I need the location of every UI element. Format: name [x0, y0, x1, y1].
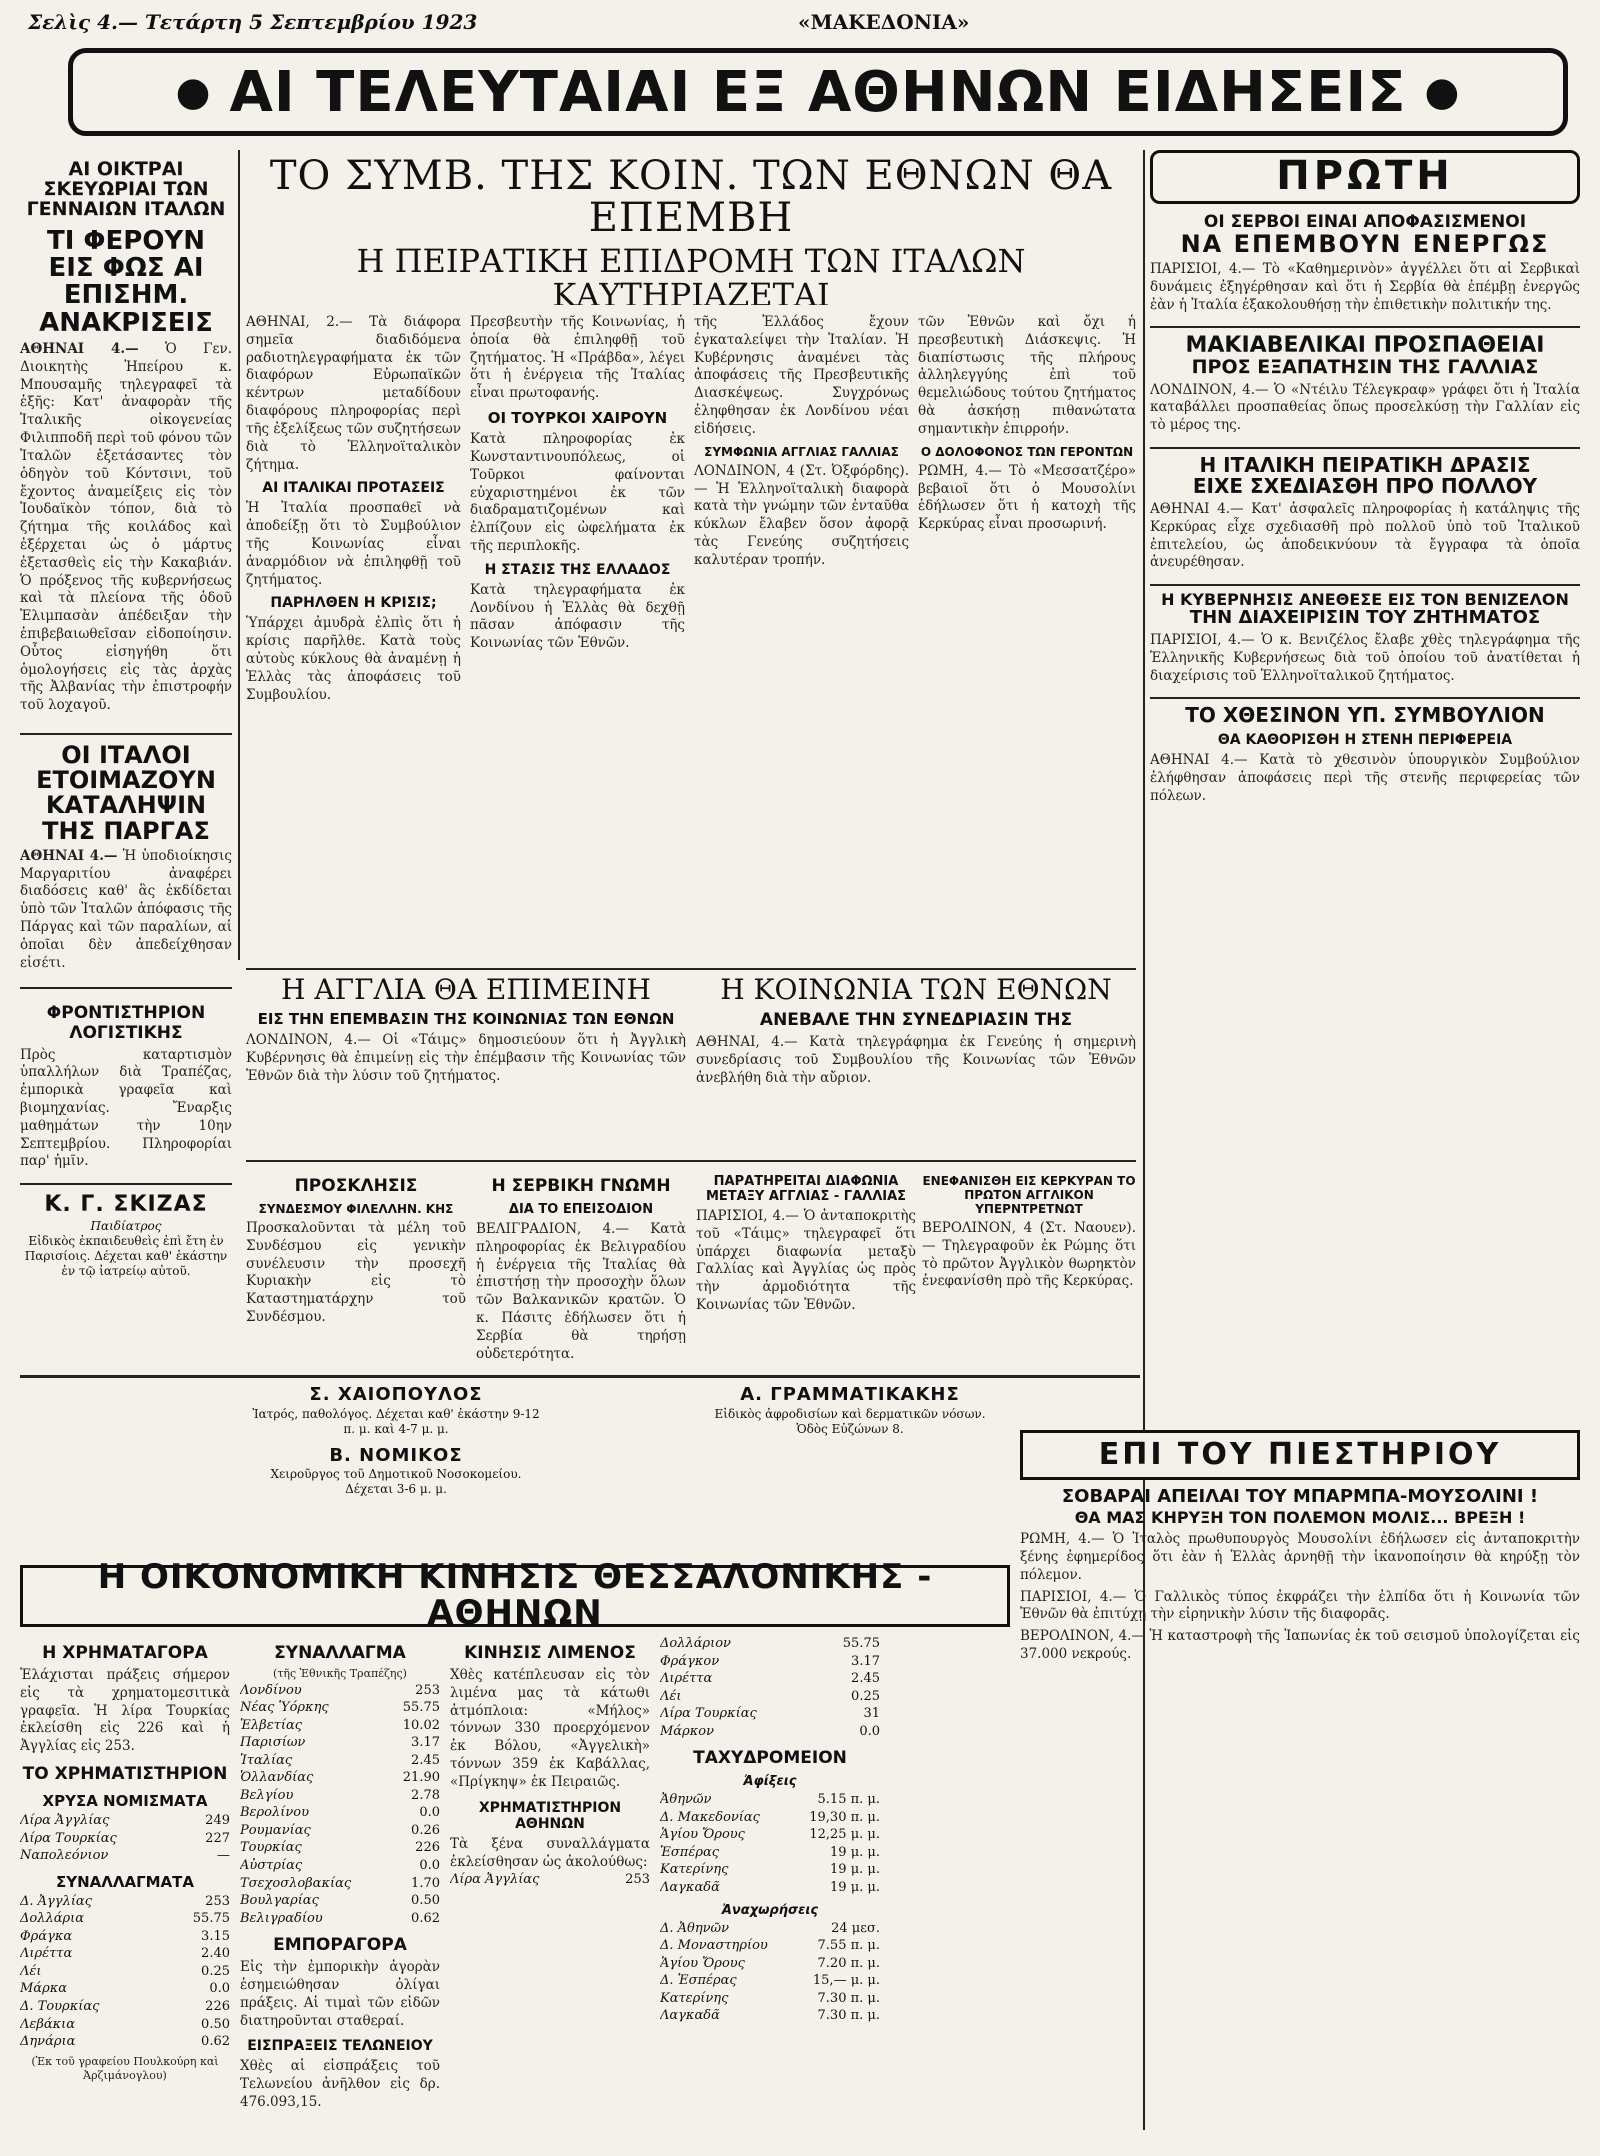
- proti-box: [1150, 150, 1580, 204]
- rate-row: [660, 1955, 880, 1973]
- article-headline: ΤΙ ΦΕΡΟΥΝ ΕΙΣ ΦΩΣ ΑΙ ΕΠΙΣΗΜ. ΑΝΑΚΡΙΣΕΙΣ: [39, 225, 213, 338]
- notice-headline: ΠΡΟΣΚΛΗΣΙΣ: [294, 1176, 418, 1196]
- rate-row: [20, 1998, 230, 2016]
- rate-row: [660, 1826, 880, 1844]
- rate-row: [240, 1804, 440, 1822]
- rate-label: Ἀθηνῶν: [660, 1792, 712, 1808]
- rate-label: Κατερίνης: [660, 1862, 729, 1878]
- article-body: Κατὰ τηλεγραφήματα ἐκ Λονδίνου ἡ Ἑλλὰς θὰ δεχθῇ πᾶσαν ἀπόφασιν τῆς Κοινωνίας τῶν Ἐθνῶν.: [470, 581, 685, 652]
- section-rule: [20, 1375, 1140, 1378]
- article-headline: ΟΙ ΙΤΑΛΟΙ ΕΤΟΙΜΑΖΟΥΝ ΚΑΤΑΛΗΨΙΝ ΤΗΣ ΠΑΡΓΑΣ: [20, 733, 232, 844]
- article-body: ΛΟΝΔΙΝΟΝ, 4.— Οἱ «Τάιμς» δημοσιεύουν ὅτι ἡ Ἀγγλικὴ Κυβέρνησις θὰ ἐπιμείνῃ εἰς τὴν ἐπέμβασιν τῆς Κοινωνίας τῶν Ἐθνῶν διὰ τὴν λύσιν τοῦ ζητήματος.: [246, 1032, 686, 1085]
- article-body: ΛΟΝΔΙΝΟΝ, 4 (Στ. Ὀξφόρδης).— Ἡ Ἑλληνοϊταλικὴ διαφορὰ κατὰ τὴν γνώμην τῶν ἐνταῦθα κύκλων ἔλαβεν ὅσον ἀφορᾷ τὰς Γενεύης συζητήσεις καλυτέραν τροπήν.: [694, 462, 909, 568]
- center-col-1: [246, 310, 461, 960]
- rate-row: [240, 1734, 440, 1752]
- rate-row: [240, 1717, 440, 1735]
- article-headline: ΠΡΟΣ ΕΞΑΠΑΤΗΣΙΝ ΤΗΣ ΓΑΛΛΙΑΣ: [1191, 355, 1539, 378]
- rate-row: [240, 1822, 440, 1840]
- rate-value: 2.45: [851, 1671, 880, 1687]
- article-body: Ἡ ὑποδιοίκησις Μαργαριτίου ἀναφέρει διαδόσεις καθ' ἃς ἐκδίδεται ὑπὸ τῶν Ἰταλῶν ἀπόφασις τῆς Πάργας καὶ τῶν παραλίων, αἱ ὁποῖαι δὲν ἀπεδείχθησαν εἰσέτι.: [20, 847, 232, 971]
- article-body: Πρεσβευτὴν τῆς Κοινωνίας, ἡ ὁποία θὰ ἐπιληφθῇ τοῦ ζητήματος. Ἡ «Πράβδα», λέγει ὅτι ἡ ἐνέργεια τῆς Ἰταλίας εἶναι πρωτοφανής.: [470, 314, 685, 402]
- rate-row: [660, 1723, 880, 1741]
- article-headline: ΟΙ ΣΕΡΒΟΙ ΕΙΝΑΙ ΑΠΟΦΑΣΙΣΜΕΝΟΙ: [1203, 212, 1527, 232]
- school-ad: [20, 987, 232, 1172]
- rate-value: 253: [205, 1893, 230, 1909]
- rate-row: [660, 1920, 880, 1938]
- rate-label: Λονδίνου: [240, 1682, 302, 1698]
- rate-label: Λιρέττα: [660, 1671, 713, 1687]
- doctor-ad: [246, 1384, 546, 1437]
- ad-name: Κ. Γ. ΣΚΙΖΑΣ: [44, 1192, 208, 1218]
- center-col-3: [694, 310, 909, 960]
- rate-label: Βελγίου: [240, 1787, 294, 1803]
- rate-row: [660, 1861, 880, 1879]
- article-body: ΑΘΗΝΑΙ 4.— Κατὰ τὸ χθεσινὸν ὑπουργικὸν Συμβούλιον ἐλήφθησαν ἀποφάσεις περὶ τῆς στενῆς περιφερείας τῶν πόλεων.: [1150, 752, 1580, 804]
- rate-row: [20, 2033, 230, 2051]
- article-body: Τὰ ξένα συναλλάγματα ἐκλείσθησαν ὡς ἀκολούθως:: [450, 1835, 650, 1870]
- section-headline: ΕΙΣΠΡΑΞΕΙΣ ΤΕΛΩΝΕΙΟΥ: [247, 2038, 433, 2055]
- article-body: Ἡ Ἰταλία προσπαθεῖ νὰ ἀποδείξῃ ὅτι τὸ Συμβούλιον τῆς Κοινωνίας εἶναι ἀναρμόδιον νὰ ἐπιληφθῇ τοῦ ζητήματος.: [246, 500, 461, 588]
- article-body: ΠΑΡΙΣΙΟΙ, 4.— Ὁ ἀνταποκριτὴς τοῦ «Τάιμς» τηλεγραφεῖ ὅτι ὑπάρχει διαφωνία μεταξὺ Γαλλίας καὶ Ἀγγλίας ὡς πρὸς τὴν ἁρμοδιότητα τῆς Κοινωνίας τῶν Ἐθνῶν.: [696, 1208, 916, 1314]
- article-body: ΛΟΝΔΙΝΟΝ, 4.— Ὁ «Ντέιλυ Τέλεγκραφ» γράφει ὅτι ἡ Ἰταλία καταβάλλει προσπαθείας ὅπως προσελκύσῃ τὴν Γαλλίαν εἰς τὸ μέρος της.: [1150, 381, 1580, 434]
- rate-value: 15,— μ. μ.: [812, 1973, 880, 1989]
- section-headline: Η ΧΡΗΜΑΤΑΓΟΡΑ: [42, 1643, 208, 1663]
- england-article: [246, 975, 686, 1155]
- article-headline: Η ΣΕΡΒΙΚΗ ΓΝΩΜΗ: [491, 1176, 671, 1196]
- disagreement-article: [696, 1168, 916, 1368]
- rate-value: 0.50: [411, 1893, 440, 1909]
- rate-value: 5.15 π. μ.: [817, 1792, 880, 1808]
- section-subhead: Ἀναχωρήσεις: [721, 1902, 819, 1918]
- ad-body: Πρὸς καταρτισμὸν ὑπαλλήλων διὰ Τραπέζας, ἐμπορικὰ γραφεῖα καὶ βιομηχανίας. Ἔναρξις μαθημάτων τὴν 10ην Σεπτεμβρίου. Πληροφορίαι παρ' ἡμῖν.: [20, 1046, 232, 1170]
- article-headline: Η ΚΟΙΝΩΝΙΑ ΤΩΝ ΕΘΝΩΝ: [720, 975, 1112, 1006]
- corfu-article: [922, 1168, 1136, 1368]
- ad-headline: ΦΡΟΝΤΙΣΤΗΡΙΟΝ ΛΟΓΙΣΤΙΚΗΣ: [46, 1002, 206, 1043]
- section-subhead: ΧΡΥΣΑ ΝΟΜΙΣΜΑΤΑ: [42, 1792, 208, 1811]
- rate-value: 1.70: [411, 1875, 440, 1891]
- rate-row: [660, 1688, 880, 1706]
- rate-row: [240, 1682, 440, 1700]
- rate-label: Λεβάκια: [20, 2016, 76, 2032]
- rate-label: Φράγκα: [20, 1928, 73, 1944]
- article-body: τῆς Ἑλλάδος ἔχουν ἐγκαταλείψει τὴν Ἰταλίαν. Ἡ Κυβέρνησις ἀναμένει τὰς ἀποφάσεις τῆς Πρεσβευτικῆς Διασκέψεως. Συγχρόνως ἐληφθησαν ἐκ Λονδίνου νέαι εἰδήσεις.: [694, 314, 909, 437]
- rate-value: 55.75: [192, 1911, 230, 1927]
- rate-label: Δ. Μακεδονίας: [660, 1809, 760, 1825]
- article-body: ΠΑΡΙΣΙΟΙ, 4.— Ὁ κ. Βενιζέλος ἔλαβε χθὲς τηλεγράφημα τῆς Ἑλληνικῆς Κυβερνήσεως διὰ τοῦ ὁποίου τοῦ ἀνατίθεται ἡ διαχείρισις τοῦ Ἑλληνοϊταλικοῦ ζητήματος.: [1150, 631, 1580, 684]
- notice-subhead: ΣΥΝΔΕΣΜΟΥ ΦΙΛΕΛΛΗΝ. ΚΗΣ: [258, 1202, 454, 1216]
- article-body: Κατὰ πληροφορίας ἐκ Κωνσταντινουπόλεως, οἱ Τοῦρκοι φαίνονται εὐχαριστημένοι ἐκ τῶν διαδραματιζομένων καὶ ἐλπίζουν εἰς ὠφελήματα ἐκ τῆς περιπλοκῆς.: [470, 431, 685, 554]
- rate-value: 7.30 π. μ.: [817, 1990, 880, 2006]
- rate-label: Τσεχοσλοβακίας: [240, 1875, 352, 1891]
- rate-row: [660, 2007, 880, 2025]
- rate-label: Βουλγαρίας: [240, 1893, 319, 1909]
- rate-label: Ρουμανίας: [240, 1822, 311, 1838]
- article-body: ΒΕΛΙΓΡΑΔΙΟΝ, 4.— Κατὰ πληροφορίας ἐκ Βελιγραδίου ἡ ἐνέργεια τῆς Ἰταλίας θὰ ἐπιστήσῃ τὴν προσοχὴν ὅλων τῶν Βαλκανικῶν κρατῶν. Ὁ κ. Πάσιτς ἐδήλωσεν ὅτι ἡ Σερβία θὰ τηρήσῃ οὐδετερότητα.: [476, 1221, 686, 1362]
- rate-label: Λίρα Ἀγγλίας: [450, 1872, 540, 1888]
- rate-label: Ἁγίου Ὄρους: [660, 1955, 745, 1971]
- finance-col-2: [240, 1635, 440, 2145]
- article-headline: ΠΑΡΑΤΗΡΕΙΤΑΙ ΔΙΑΦΩΝΙΑ ΜΕΤΑΞΥ ΑΓΓΛΙΑΣ - ΓΑΛΛΙΑΣ: [705, 1174, 907, 1204]
- rate-value: 19 μ. μ.: [830, 1862, 880, 1878]
- rate-value: 55.75: [842, 1636, 880, 1651]
- rate-label: Ναπολεόνιον: [20, 1848, 109, 1864]
- rate-value: —: [217, 1848, 230, 1864]
- bank-rates-list: [240, 1682, 440, 1928]
- rate-value: 227: [205, 1830, 230, 1846]
- article-body: Ἐλάχισται πράξεις σήμερον εἰς τὰ χρηματομεσιτικὰ γραφεῖα. Ἡ λίρα Τουρκίας ἐκλείσθη εἰς 226 καὶ ἡ Ἀγγλίας εἰς 253.: [20, 1667, 230, 1755]
- finance-banner: [20, 1557, 1010, 1633]
- coins-list: [20, 1812, 230, 1865]
- article-headline: ΑΙ ΟΙΚΤΡΑΙ ΣΚΕΥΩΡΙΑΙ ΤΩΝ ΓΕΝΝΑΙΩΝ ΙΤΑΛΩΝ: [26, 160, 226, 220]
- rate-value: 0.25: [851, 1688, 880, 1704]
- rate-label: Λέι: [660, 1688, 682, 1704]
- article-body: ΑΘΗΝΑΙ, 4.— Κατὰ τηλεγράφημα ἐκ Γενεύης ἡ σημερινὴ συνεδρίασις τοῦ Συμβουλίου τῆς Κοινωνίας τῶν Ἐθνῶν ἀνεβλήθη διὰ τὴν αὔριον.: [696, 1034, 1136, 1087]
- rate-value: 0.0: [419, 1857, 440, 1873]
- rate-value: 31: [863, 1706, 880, 1722]
- dateline: ΑΘΗΝΑΙ 4.—: [20, 341, 139, 357]
- rate-row: [20, 1893, 230, 1911]
- rate-row: [20, 1928, 230, 1946]
- rate-label: Λίρα Τουρκίας: [660, 1706, 757, 1722]
- rate-value: 21.90: [402, 1770, 440, 1786]
- center-col-2: [470, 310, 685, 960]
- section-headline: ΕΠΙ ΤΟΥ ΠΙΕΣΤΗΡΙΟΥ: [1098, 1437, 1502, 1472]
- rate-value: 7.55 π. μ.: [817, 1938, 880, 1954]
- article-headline: ΣΟΒΑΡΑΙ ΑΠΕΙΛΑΙ ΤΟΥ ΜΠΑΡΜΠΑ-ΜΟΥΣΟΛΙΝΙ !: [1061, 1485, 1539, 1507]
- finance-banner-title: Η ΟΙΚΟΝΟΜΙΚΗ ΚΙΝΗΣΙΣ ΘΕΣΣΑΛΟΝΙΚΗΣ - ΑΘΗΝΩΝ: [97, 1557, 933, 1633]
- notice-body: Προσκαλοῦνται τὰ μέλη τοῦ Συνδέσμου εἰς γενικὴν συνέλευσιν τὴν προσεχῆ Κυριακὴν εἰς τὸ Καταστηματάρχην τοῦ Συνδέσμου.: [246, 1220, 466, 1326]
- rate-row: [660, 1879, 880, 1897]
- article-body: τῶν Ἐθνῶν καὶ ὄχι ἡ πρεσβευτικὴ Διάσκεψις. Ἡ διαπίστωσις τῆς πλήρους ἀλληλεγγύης ἐπὶ τοῦ θεμελιώδους τούτου ζητήματος θὰ ἀσκήσῃ πιθανώτατα σημαντικὴν ἐπιρροήν.: [918, 314, 1136, 437]
- serbian-article: [476, 1168, 686, 1368]
- article-body: ΡΩΜΗ, 4.— Ὁ Ἰταλὸς πρωθυπουργὸς Μουσολίνι ἐδήλωσεν εἰς ἀνταποκριτὴν ξένης ἐφημερίδος ὅτι ἐὰν ἡ Ἑλλὰς ἀρνηθῇ τὴν ἱκανοποίησιν θὰ κηρύξῃ τὸν πόλεμον.: [1020, 1531, 1580, 1583]
- left-column: [20, 160, 232, 1360]
- article-body: Ὑπάρχει ἀμυδρὰ ἐλπὶς ὅτι ἡ κρίσις παρῆλθε. Κατὰ τοὺς αὐτοὺς κύκλους θὰ ἀναμένῃ ἡ Ἑλλὰς τὰς ἀποφάσεις τοῦ Συμβουλίου.: [246, 615, 461, 703]
- page-date-line: Σελὶς 4.— Τετάρτη 5 Σεπτεμβρίου 1923: [28, 10, 478, 34]
- ad-body: Εἰδικὸς ἐκπαιδευθεὶς ἐπὶ ἔτη ἐν Παρισίοις. Δέχεται καθ' ἑκάστην ἐν τῷ ἰατρείῳ αὐτοῦ.: [24, 1233, 228, 1278]
- rate-label: Δ. Μοναστηρίου: [660, 1938, 768, 1954]
- section-rule: [246, 1160, 1136, 1162]
- rate-row: [20, 1945, 230, 1963]
- lead-headline: ΤΟ ΣΥΜΒ. ΤΗΣ ΚΟΙΝ. ΤΩΝ ΕΘΝΩΝ ΘΑ ΕΠΕΜΒΗ: [269, 155, 1113, 241]
- column-rule: [238, 150, 240, 960]
- banner-title: ΑΙ ΤΕΛΕΥΤΑΙΑΙ ΕΞ ΑΘΗΝΩΝ ΕΙΔΗΣΕΙΣ: [229, 59, 1407, 125]
- rate-label: Λαγκαδᾶ: [660, 2008, 720, 2024]
- doctor-ad: [700, 1384, 1000, 1437]
- rate-value: 3.17: [411, 1735, 440, 1751]
- rate-value: 249: [205, 1813, 230, 1829]
- rate-label: Αὐστρίας: [240, 1857, 303, 1873]
- article-body: ΡΩΜΗ, 4.— Τὸ «Μεσσατζέρο» βεβαιοῖ ὅτι ὁ Μουσολίνι ἐδήλωσεν ὅτι ἡ κατοχὴ τῆς Κερκύρας εἶναι προσωρινή.: [918, 462, 1136, 533]
- rate-row: [240, 1857, 440, 1875]
- rate-label: Νέας Ὑόρκης: [240, 1700, 329, 1716]
- rate-label: Δολλάριον: [660, 1636, 731, 1651]
- rate-value: 0.26: [411, 1822, 440, 1838]
- section-rule: [246, 968, 1136, 970]
- rate-row: [240, 1892, 440, 1910]
- rate-label: Βελιγραδίου: [240, 1910, 323, 1926]
- section-subhead: Ἀφίξεις: [743, 1774, 797, 1790]
- article-headline: ΝΑ ΕΠΕΜΒΟΥΝ ΕΝΕΡΓΩΣ: [1180, 229, 1550, 258]
- rate-row: [20, 2016, 230, 2034]
- rate-value: 24 μεσ.: [831, 1920, 880, 1936]
- rate-label: Ἑσπέρας: [660, 1844, 720, 1860]
- rate-row: [20, 1910, 230, 1928]
- rate-label: Μάρκα: [20, 1981, 68, 1997]
- ad-body: Χειροῦργος τοῦ Δημοτικοῦ Νοσοκομείου. Δέχεται 3-6 μ. μ.: [270, 1467, 522, 1496]
- article-body: Ὁ Γεν. Διοικητὴς Ἠπείρου κ. Μπουσαμῆς τηλεγραφεῖ τὰ ἑξῆς: Κατ' ἀναφορὰν τῆς Ἱταλικῆς οἰκογενείας Φιλιπποδῆ περὶ τοῦ φόνου τῶν Ἰταλῶν ἐξετάσαντες τὸν ὁδηγὸν τοῦ Κόντσινι, τοῦ ἔχοντος ἀναμείξεις εἰς τὸν Ἰουδαϊκὸν τόπον, διὰ τὸ ζήτημα τῆς κοιλάδος καὶ ἐξέρχεται ὡς ὁ μάρτυς ἐξετασθεὶς εἰς τὴν Κακαβιάν. Ὁ πρόξενος τῆς κυβερνήσεως καὶ τὰ πλείονα τῆς ὁδοῦ Ἐλιμπασὰν ἀπέδειξαν τὴν ἐπιβεβαιωθεῖσαν εἰδοποίησιν. Οὗτος εἰσηγήθη ὅτι ὁμολογήσεις εἰς τὰς ἀρχὰς τῆς Ἀλβανίας τὴν ἐπιστροφήν τοῦ λοχαγοῦ.: [20, 341, 232, 714]
- rate-value: 19,30 π. μ.: [809, 1809, 880, 1825]
- rate-value: 7.20 π. μ.: [817, 1955, 880, 1971]
- section-subhead: ΠΑΡΗΛΘΕΝ Η ΚΡΙΣΙΣ;: [270, 595, 437, 612]
- rate-row: [240, 1699, 440, 1717]
- article-subheadline: ΑΝΕΒΑΛΕ ΤΗΝ ΣΥΝΕΔΡΙΑΣΙΝ ΤΗΣ: [759, 1010, 1073, 1031]
- rate-value: 0.0: [209, 1981, 230, 1997]
- article-subheadline: ΔΙΑ ΤΟ ΕΠΕΙΣΟΔΙΟΝ: [508, 1202, 654, 1217]
- rate-row: [20, 1812, 230, 1830]
- article-subheadline: ΘΑ ΚΑΘΟΡΙΣΘΗ Η ΣΤΕΝΗ ΠΕΡΙΦΕΡΕΙΑ: [1217, 732, 1513, 749]
- rate-row: [660, 1653, 880, 1671]
- rate-value: 19 μ. μ.: [830, 1880, 880, 1896]
- section-subhead: ΟΙ ΤΟΥΡΚΟΙ ΧΑΙΡΟΥΝ: [487, 409, 668, 428]
- rate-label: Δολλάρια: [20, 1911, 84, 1927]
- article-headline: ΤΟ ΧΘΕΣΙΝΟΝ ΥΠ. ΣΥΜΒΟΥΛΙΟΝ: [1150, 697, 1580, 726]
- article-headline: ΜΑΚΙΑΒΕΛΙΚΑΙ ΠΡΟΣΠΑΘΕΙΑΙ: [1150, 326, 1580, 357]
- rate-row: [660, 1635, 880, 1653]
- rate-label: Φράγκον: [660, 1653, 720, 1669]
- rate-value: 253: [625, 1872, 650, 1888]
- rate-value: 226: [205, 1998, 230, 2014]
- rate-value: 12,25 μ. μ.: [809, 1827, 880, 1843]
- rate-label: Βερολίνου: [240, 1805, 309, 1821]
- lead-subheadline: Η ΠΕΙΡΑΤΙΚΗ ΕΠΙΔΡΟΜΗ ΤΩΝ ΙΤΑΛΩΝ ΚΑΥΤΗΡΙΑΖΕΤΑΙ: [356, 242, 1026, 305]
- rate-label: Δηνάρια: [20, 2034, 76, 2050]
- rate-label: Κατερίνης: [660, 1990, 729, 2006]
- rate-value: 55.75: [402, 1700, 440, 1716]
- rate-row: [660, 1990, 880, 2008]
- doctor-ad: [246, 1445, 546, 1498]
- athens-rates-list: [660, 1635, 880, 1740]
- article-body: Εἰς τὴν ἐμπορικὴν ἀγορὰν ἐσημειώθησαν ὀλίγαι πράξεις. Αἱ τιμαὶ τῶν εἰδῶν διατηροῦνται σταθεραί.: [240, 1959, 440, 2029]
- rate-value: 0.25: [201, 1963, 230, 1979]
- rate-row: [240, 1787, 440, 1805]
- rate-row: [660, 1844, 880, 1862]
- section-subhead: ΑΙ ΙΤΑΛΙΚΑΙ ΠΡΟΤΑΣΕΙΣ: [262, 480, 445, 497]
- piestiriou-section: [1020, 1430, 1580, 2130]
- rate-label: Ἑλβετίας: [240, 1717, 303, 1733]
- section-subhead: (τῆς Ἐθνικῆς Τραπέζης): [273, 1667, 407, 1680]
- rate-label: Ἁγίου Ὄρους: [660, 1827, 745, 1843]
- arrivals-list: [660, 1791, 880, 1896]
- rate-row: [240, 1839, 440, 1857]
- finance-col-3: [450, 1635, 650, 2145]
- article-headline: Η ΙΤΑΛΙΚΗ ΠΕΙΡΑΤΙΚΗ ΔΡΑΣΙΣ: [1150, 447, 1580, 476]
- departures-list: [660, 1920, 880, 2025]
- fx-list: [20, 1893, 230, 2051]
- section-headline: ΕΜΠΟΡΑΓΟΡΑ: [273, 1935, 407, 1956]
- rate-row: [660, 1670, 880, 1688]
- rate-value: 0.50: [201, 2016, 230, 2032]
- rate-value: 0.62: [201, 2034, 230, 2050]
- ad-name: Σ. ΧΑΙΟΠΟΥΛΟΣ: [309, 1384, 483, 1405]
- rate-row: [660, 1937, 880, 1955]
- rate-row: [240, 1875, 440, 1893]
- medical-ads: [246, 1380, 546, 1550]
- rate-label: Δ. Τουρκίας: [20, 1998, 100, 2014]
- rate-label: Δ. Ἑσπέρας: [660, 1973, 737, 1989]
- ad-name: Α. ΓΡΑΜΜΑΤΙΚΑΚΗΣ: [740, 1384, 960, 1405]
- article-body: ΠΑΡΙΣΙΟΙ, 4.— Τὸ «Καθημερινὸν» ἀγγέλλει ὅτι αἱ Σερβικαὶ δυνάμεις ἐξηγέρθησαν καὶ ὅτι ἡ Σερβία θὰ ἐπέμβῃ ἐνεργῶς ἐὰν ἡ Ἰταλία ἐξακολουθήσῃ τὴν ἐπιθετικὴν πολιτικήν της.: [1150, 261, 1580, 313]
- rate-value: 7.30 π. μ.: [817, 2008, 880, 2024]
- rate-value: 0.62: [411, 1910, 440, 1926]
- article-body: ΒΕΡΟΛΙΝΟΝ, 4.— Ἡ καταστροφὴ τῆς Ἰαπωνίας ἐκ τοῦ σεισμοῦ ὑπολογίζεται εἰς 37.000 νεκρούς.: [1020, 1628, 1580, 1663]
- source-note: (Ἐκ τοῦ γραφείου Πουλκούρη καὶ Ἀρζιμάνογλου): [31, 2054, 219, 2083]
- notices-column: [246, 1168, 466, 1368]
- banner-ornament-right: ●: [1424, 69, 1461, 115]
- article-headline: ΕΝΕΦΑΝΙΣΘΗ ΕΙΣ ΚΕΡΚΥΡΑΝ ΤΟ ΠΡΩΤΟΝ ΑΓΓΛΙΚΟΝ ΥΠΕΡΝΤΡΕΤΝΩΤ: [922, 1174, 1136, 1216]
- section-subhead: Ο ΔΟΛΟΦΟΝΟΣ ΤΩΝ ΓΕΡΟΝΤΩΝ: [920, 444, 1134, 459]
- article-headline: ΤΗΝ ΔΙΑΧΕΙΡΙΣΙΝ ΤΟΥ ΖΗΤΗΜΑΤΟΣ: [1189, 606, 1541, 628]
- rate-row: [240, 1769, 440, 1787]
- league-article: [696, 975, 1136, 1155]
- rate-value: 3.15: [201, 1928, 230, 1944]
- finance-col-1: [20, 1635, 230, 2145]
- ad-body: Εἰδικὸς ἀφροδισίων καὶ δερματικῶν νόσων. Ὁδὸς Εὐζώνων 8.: [714, 1406, 986, 1436]
- masthead: [28, 10, 1572, 38]
- rate-label: Ὁλλανδίας: [240, 1770, 314, 1786]
- rate-value: 0.0: [859, 1723, 880, 1739]
- section-headline: ΧΡΗΜΑΤΙΣΤΗΡΙΟΝ ΑΘΗΝΩΝ: [478, 1799, 622, 1832]
- center-col-4: [918, 310, 1136, 960]
- finance-col-4: [660, 1635, 880, 2145]
- rate-label: Παρισίων: [240, 1735, 306, 1751]
- rate-row: [660, 1705, 880, 1723]
- main-banner: [68, 48, 1568, 136]
- article-body: ΒΕΡΟΛΙΝΟΝ, 4 (Στ. Ναουεν).— Τηλεγραφοῦν ἐκ Ρώμης ὅτι τὸ πρῶτον Ἀγγλικὸν θωρηκτὸν ἐνεφανίσθη πρὸ τῆς Κερκύρας.: [922, 1220, 1136, 1290]
- rate-row: [450, 1871, 650, 1889]
- rate-row: [660, 1972, 880, 1990]
- section-subhead: ΣΥΝΑΛΛΑΓΜΑΤΑ: [55, 1872, 195, 1891]
- rate-row: [660, 1809, 880, 1827]
- article-headline: ΘΑ ΜΑΣ ΚΗΡΥΞΗ ΤΟΝ ΠΟΛΕΜΟΝ ΜΟΛΙΣ... ΒΡΕΞΗ !: [1074, 1508, 1526, 1528]
- rate-value: 2.45: [411, 1752, 440, 1768]
- rate-row: [20, 1980, 230, 1998]
- rate-label: Μάρκον: [660, 1723, 714, 1739]
- rate-label: Λίρα Ἀγγλίας: [20, 1813, 110, 1829]
- section-headline: ΤΑΧΥΔΡΟΜΕΙΟΝ: [693, 1748, 847, 1769]
- article-body: ΑΘΗΝΑΙ, 2.— Τὰ διάφορα σημεῖα διαδιδόμενα ραδιοτηλεγραφήματα ἐκ τῶν διαφόρων Εὐρωπαϊκῶν κέντρων μεταδίδουν διαφόρους πληροφορίας περὶ τῆς ἐξελίξεως τῶν συζητήσεων διὰ τὸ Ἑλληνοϊταλικὸν ζήτημα.: [246, 314, 461, 473]
- rate-value: 3.17: [851, 1653, 880, 1669]
- rate-row: [240, 1910, 440, 1928]
- ad-name: Β. ΝΟΜΙΚΟΣ: [329, 1444, 463, 1466]
- section-headline: ΚΙΝΗΣΙΣ ΛΙΜΕΝΟΣ: [464, 1643, 636, 1663]
- center-headline-block: [246, 155, 1136, 305]
- rate-row: [20, 1847, 230, 1865]
- section-headline: ΣΥΝΑΛΛΑΓΜΑ: [274, 1643, 406, 1663]
- rate-value: 2.78: [411, 1787, 440, 1803]
- section-subhead: Η ΣΤΑΣΙΣ ΤΗΣ ΕΛΛΑΔΟΣ: [484, 561, 671, 578]
- rate-value: 2.40: [201, 1946, 230, 1962]
- article-subheadline: ΕΙΣ ΤΗΝ ΕΠΕΜΒΑΣΙΝ ΤΗΣ ΚΟΙΝΩΝΙΑΣ ΤΩΝ ΕΘΝΩΝ: [257, 1010, 675, 1029]
- paper-name: «ΜΑΚΕΔΟΝΙΑ»: [798, 10, 970, 34]
- article-body: Χθὲς αἱ εἰσπράξεις τοῦ Τελωνείου ἀνῆλθον εἰς δρ. 476.093,15.: [240, 2058, 440, 2111]
- rate-value: 226: [415, 1840, 440, 1856]
- rate-row: [660, 1791, 880, 1809]
- rate-label: Λέι: [20, 1963, 42, 1979]
- section-subhead: ΣΥΜΦΩΝΙΑ ΑΓΓΛΙΑΣ ΓΑΛΛΙΑΣ: [704, 444, 899, 459]
- ad-title: Παιδίατρος: [90, 1218, 162, 1233]
- doctor-ad: [20, 1183, 232, 1279]
- article-headline: Η ΑΓΓΛΙΑ ΘΑ ΕΠΙΜΕΙΝΗ: [281, 975, 651, 1006]
- proti-label: ΠΡΩΤΗ: [1276, 153, 1454, 199]
- rate-label: Ἰταλίας: [240, 1752, 293, 1768]
- article-body: Χθὲς κατέπλευσαν εἰς τὸν λιμένα μας τὰ κάτωθι ἀτμόπλοια: «Μήλος» τόννων 330 προερχόμενον ἐκ Βόλου, «Ἀγγελικὴ» τόννων 359 ἐκ Καβάλλας, «Πρίγκηψ» ἐκ Πειραιῶς.: [450, 1667, 650, 1790]
- rate-label: Δ. Ἀθηνῶν: [660, 1920, 730, 1936]
- rate-value: 253: [415, 1682, 440, 1698]
- rate-label: Λίρα Τουρκίας: [20, 1830, 117, 1846]
- article-headline: Η ΚΥΒΕΡΝΗΣΙΣ ΑΝΕΘΕΣΕ ΕΙΣ ΤΟΝ ΒΕΝΙΖΕΛΟΝ: [1150, 584, 1580, 609]
- rate-label: Λιρέττα: [20, 1946, 73, 1962]
- section-headline: ΤΟ ΧΡΗΜΑΤΙΣΤΗΡΙΟΝ: [22, 1764, 228, 1785]
- rate-label: Τουρκίας: [240, 1840, 302, 1856]
- rate-value: 19 μ. μ.: [830, 1844, 880, 1860]
- rate-row: [20, 1830, 230, 1848]
- piestiriou-banner: [1020, 1430, 1580, 1480]
- article-headline: ΕΙΧΕ ΣΧΕΔΙΑΣΘΗ ΠΡΟ ΠΟΛΛΟΥ: [1192, 473, 1538, 498]
- rate-row: [240, 1752, 440, 1770]
- rate-label: Λαγκαδᾶ: [660, 1880, 720, 1896]
- grammatikakis-ad: [700, 1380, 1000, 1460]
- article-body: ΠΑΡΙΣΙΟΙ, 4.— Ὁ Γαλλικὸς τύπος ἐκφράζει τὴν ἐλπίδα ὅτι ἡ Κοινωνία τῶν Ἐθνῶν θὰ ἐπιτύχῃ τὴν εἰρηνικὴν λύσιν τῆς διαφορᾶς.: [1020, 1588, 1580, 1623]
- banner-ornament-left: ●: [175, 69, 212, 115]
- rate-value: 0.0: [419, 1805, 440, 1821]
- ad-body: Ἰατρός, παθολόγος. Δέχεται καθ' ἑκάστην 9-12 π. μ. καὶ 4-7 μ. μ.: [252, 1406, 540, 1436]
- rate-value: 10.02: [402, 1717, 440, 1733]
- dateline: ΑΘΗΝΑΙ 4.—: [20, 847, 118, 864]
- rate-label: Δ. Ἀγγλίας: [20, 1893, 92, 1909]
- article-body: ΑΘΗΝΑΙ 4.— Κατ' ἀσφαλεῖς πληροφορίας ἡ κατάληψις τῆς Κερκύρας εἶχε σχεδιασθῆ πρὸ πολλοῦ ὑπὸ τοῦ Ἰταλικοῦ ἐπιτελείου, ὡς ἀποδεικνύουν τὰ ἔγγραφα τὰ ὁποῖα ἀνευρέθησαν.: [1150, 500, 1580, 571]
- rate-row: [20, 1963, 230, 1981]
